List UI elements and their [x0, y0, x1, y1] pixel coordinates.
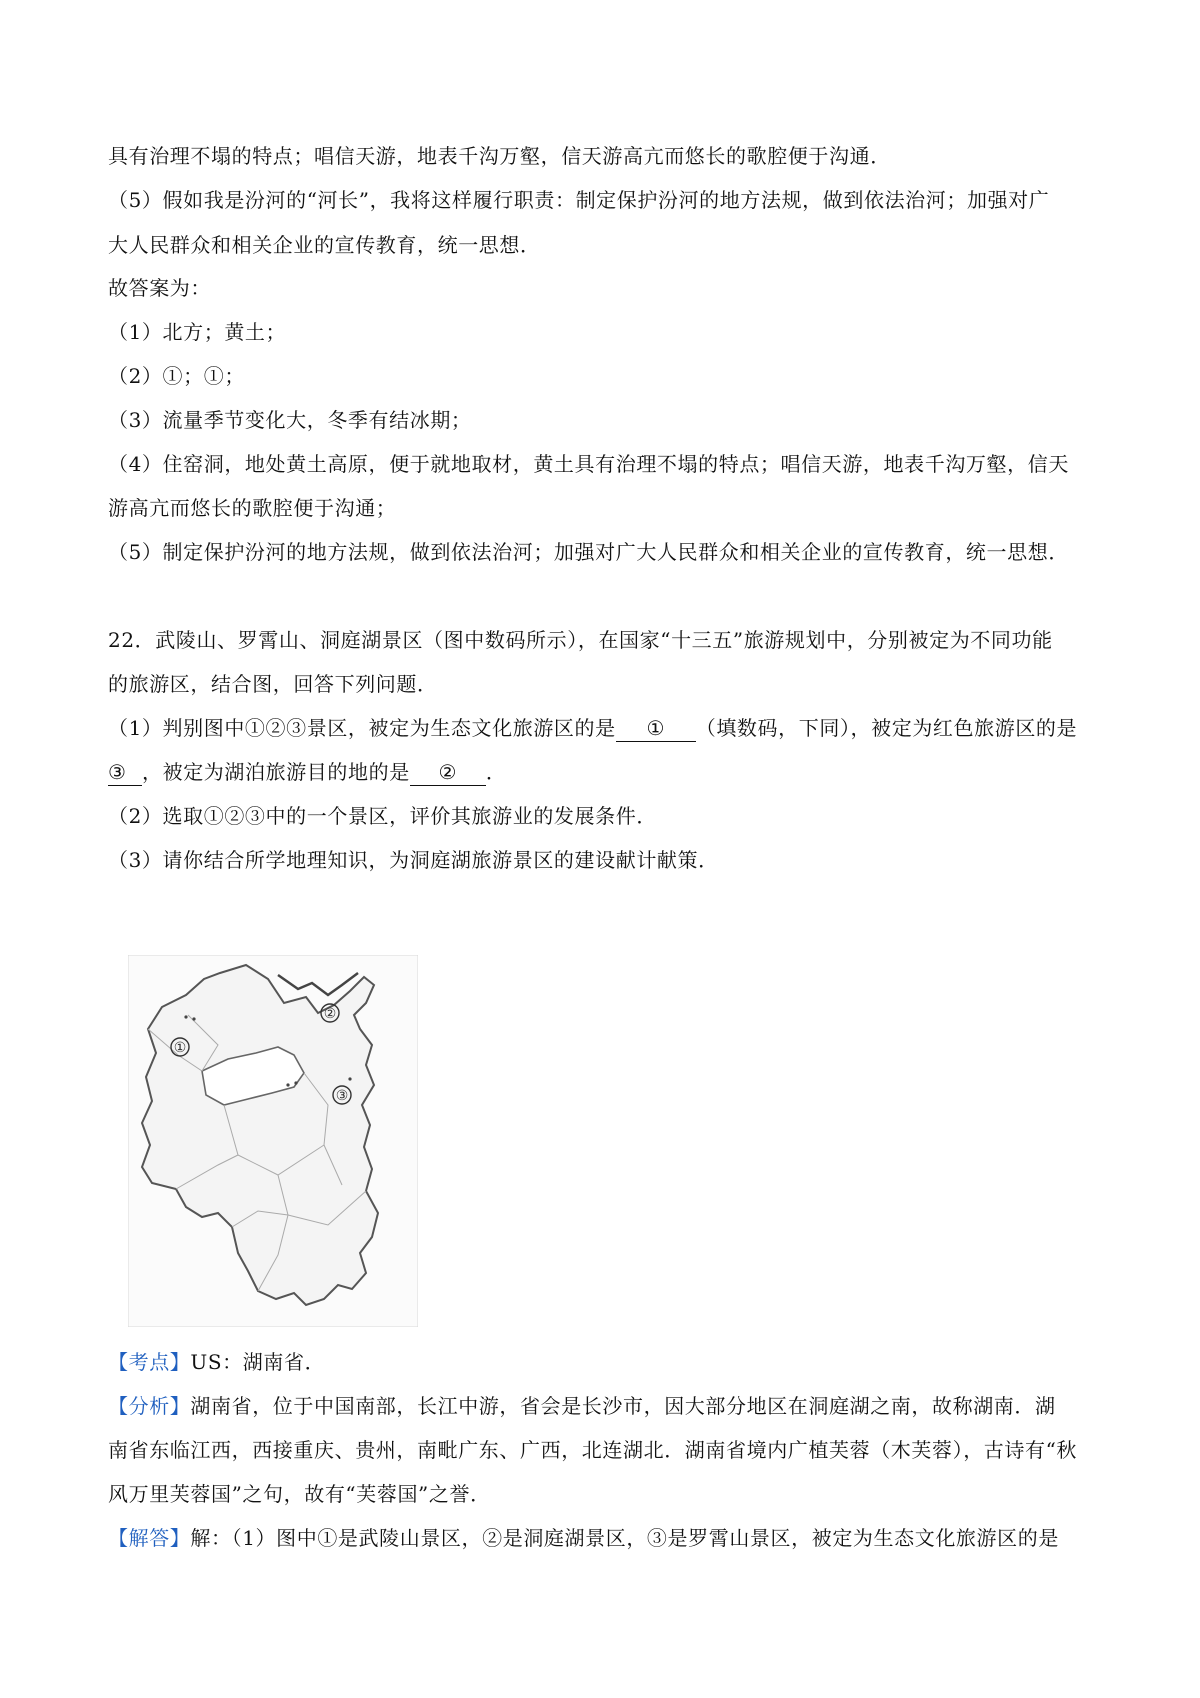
question-22-part2: （2）选取①②③中的一个景区，评价其旅游业的发展条件． — [108, 804, 657, 828]
hunan-map — [128, 955, 418, 1327]
part1-text: （填数码，下同），被定为红色旅游区的是 — [695, 716, 1078, 740]
fenxi-line: 南省东临江西，西接重庆、贵州，南毗广东、广西，北连湖北．湖南省境内广植芙蓉（木芙蓉），古诗有“秋 — [108, 1438, 1078, 1462]
map-label-1: ① — [173, 1040, 187, 1056]
part1-text: （1）判别图中①②③景区，被定为生态文化旅游区的是 — [108, 716, 616, 740]
answer-line: （2）①；①； — [108, 364, 245, 388]
kaodian-tag: 【考点】 — [108, 1350, 191, 1374]
answer-line: （5）制定保护汾河的地方法规，做到依法治河；加强对广大人民群众和相关企业的宣传教育，统一思想． — [108, 540, 1069, 564]
question-22-part1-cont — [108, 758, 506, 786]
fenxi-tag: 【分析】 — [108, 1394, 191, 1418]
answer-line: 游高亢而悠长的歌腔便于沟通； — [108, 496, 397, 520]
answer-blank: ② — [410, 759, 486, 786]
text-line: （5）假如我是汾河的“河长”，我将这样履行职责：制定保护汾河的地方法规，做到依法治河；加强对广 — [108, 188, 1050, 212]
jieda-tag: 【解答】 — [108, 1526, 191, 1550]
answer-line: （3）流量季节变化大，冬季有结冰期； — [108, 408, 472, 432]
answer-line: （1）北方；黄土； — [108, 320, 287, 344]
kaodian-text: US：湖南省． — [190, 1350, 326, 1374]
answer-line: （4）住窑洞，地处黄土高原，便于就地取材，黄土具有治理不塌的特点；唱信天游，地表千沟万壑，信天 — [108, 452, 1069, 476]
text-line: 具有治理不塌的特点；唱信天游，地表千沟万壑，信天游高亢而悠长的歌腔便于沟通． — [108, 144, 891, 168]
jieda-text: 解：（1）图中①是武陵山景区，②是洞庭湖景区，③是罗霄山景区，被定为生态文化旅游区的是 — [190, 1526, 1059, 1550]
question-22-part1 — [108, 714, 1077, 742]
answer-heading: 故答案为： — [108, 276, 211, 300]
question-22-stem: 22．武陵山、罗霄山、洞庭湖景区（图中数码所示），在国家“十三五”旅游规划中，分别被定为不同功能 — [108, 628, 1053, 652]
jieda-line — [108, 1524, 1059, 1552]
part1-text: ，被定为湖泊旅游目的地的是 — [142, 760, 410, 784]
kaodian-line — [108, 1348, 325, 1376]
map-label-3: ③ — [335, 1088, 349, 1104]
answer-blank: ③ — [108, 759, 142, 786]
fenxi-line — [108, 1392, 1056, 1420]
map-label-2: ② — [323, 1006, 337, 1022]
answer-blank: ① — [616, 715, 696, 742]
hunan-map-figure — [128, 955, 418, 1327]
fenxi-text: 湖南省，位于中国南部，长江中游，省会是长沙市，因大部分地区在洞庭湖之南，故称湖南．湖 — [190, 1394, 1056, 1418]
question-22-stem: 的旅游区，结合图，回答下列问题． — [108, 672, 438, 696]
fenxi-line: 风万里芙蓉国”之句，故有“芙蓉国”之誉． — [108, 1482, 491, 1506]
text-line: 大人民群众和相关企业的宣传教育，统一思想． — [108, 233, 541, 257]
part1-text: ． — [485, 760, 507, 784]
question-22-part3: （3）请你结合所学地理知识，为洞庭湖旅游景区的建设献计献策． — [108, 848, 719, 872]
